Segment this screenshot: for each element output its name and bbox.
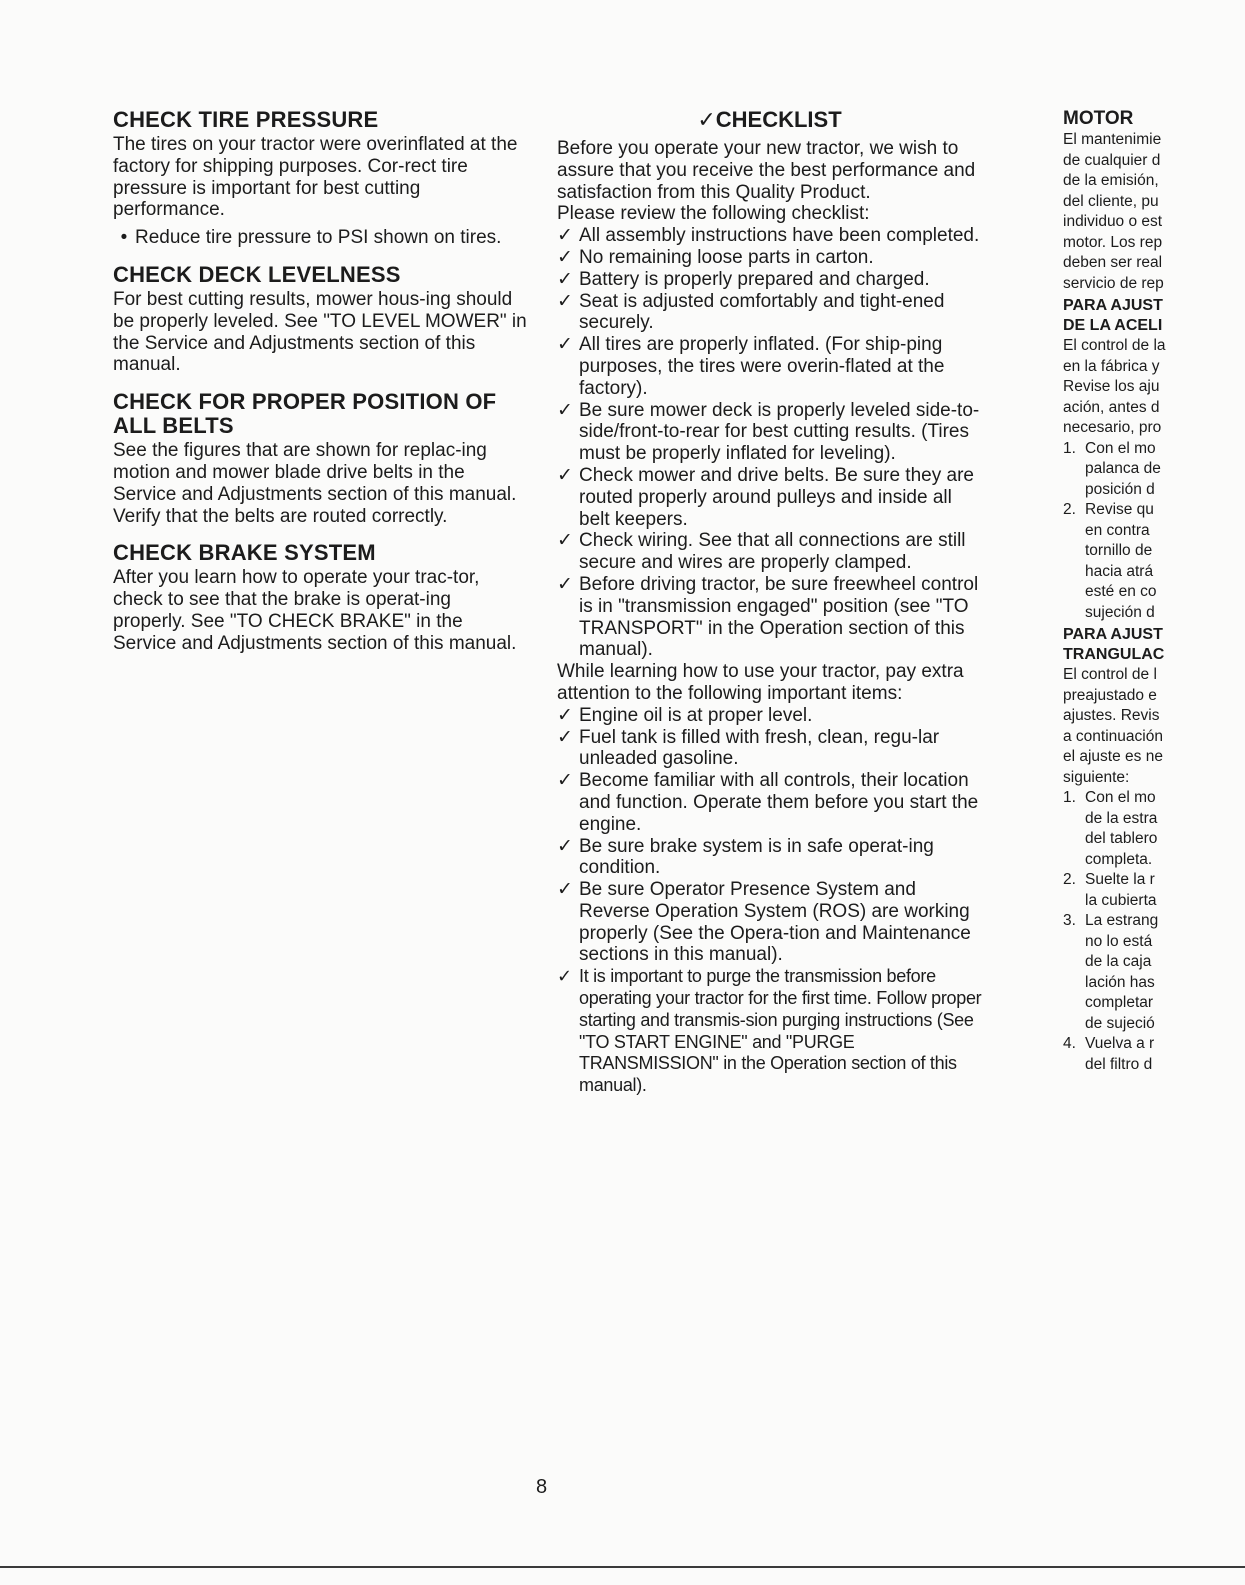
text-checklist-review: Please review the following checklist: bbox=[557, 203, 870, 225]
text-line: del filtro d bbox=[1085, 1055, 1153, 1073]
numbered-item-cont bbox=[1063, 562, 1245, 583]
check-icon: ✓ bbox=[557, 879, 573, 901]
text-line: de la estra bbox=[1085, 809, 1158, 827]
text-line: ación, antes d bbox=[1063, 398, 1160, 416]
numbered-item-cont bbox=[1063, 1055, 1245, 1076]
text-line: en la fábrica y bbox=[1063, 357, 1160, 375]
check-icon: ✓ bbox=[557, 770, 573, 792]
heading-belts: CHECK FOR PROPER POSITION OF ALL BELTS bbox=[113, 389, 497, 439]
text-checklist-intro: Before you operate your new tractor, we wish to assure that you receive the best performance and satisfaction from this Quality Product. bbox=[557, 138, 976, 203]
subheading-line: PARA AJUST bbox=[1063, 626, 1163, 643]
text-line: lación has bbox=[1085, 973, 1155, 991]
important-item bbox=[557, 727, 982, 771]
subheading-line: PARA AJUST bbox=[1063, 297, 1163, 314]
numbered-item-cont bbox=[1063, 521, 1245, 542]
checklist-item-text: Check mower and drive belts. Be sure they are routed properly around pulleys and inside all belt keepers. bbox=[579, 464, 974, 530]
text-line: de la caja bbox=[1085, 953, 1152, 970]
text-line: de la emisión, bbox=[1063, 172, 1159, 189]
text-line: hacia atrá bbox=[1085, 562, 1154, 580]
text-deck-levelness: For best cutting results, mower hous-ing should be properly leveled. See "TO LEVEL MOWER" in the Service and Adjustments section of this manual. bbox=[113, 288, 527, 376]
section-brake bbox=[113, 541, 528, 654]
text-line: deben ser real bbox=[1063, 254, 1163, 271]
numbered-item bbox=[1063, 500, 1245, 521]
text-line: no lo está bbox=[1085, 932, 1153, 950]
important-item-text: Be sure Operator Presence System and Reverse Operation System (ROS) are working properly (See the Opera-tion and Maintenance sections in this manual). bbox=[579, 879, 971, 966]
text-line: motor. Los rep bbox=[1063, 233, 1163, 251]
numbered-item bbox=[1063, 911, 1245, 932]
bullet-icon: • bbox=[120, 227, 128, 249]
numbered-item-cont bbox=[1063, 582, 1245, 603]
text-line: El mantenimie bbox=[1063, 131, 1162, 148]
text-line: completar bbox=[1085, 994, 1154, 1011]
text-line: de cualquier d bbox=[1063, 151, 1161, 169]
check-icon: ✓ bbox=[557, 726, 573, 748]
text-line: preajustado e bbox=[1063, 686, 1157, 704]
check-icon: ✓ bbox=[557, 966, 572, 987]
check-icon: ✓ bbox=[557, 334, 573, 356]
numbered-item-cont bbox=[1063, 829, 1245, 850]
text-line: esté en co bbox=[1085, 583, 1157, 600]
numbered-item-cont bbox=[1063, 459, 1245, 480]
bottom-divider bbox=[0, 1566, 1245, 1568]
text-belts: See the figures that are shown for replac-ing motion and mower blade drive belts in the Service and Adjustments section of this manual. Verify that the belts are routed correctly. bbox=[113, 440, 517, 527]
item-number: 2. bbox=[1063, 871, 1076, 888]
bullet-reduce-pressure bbox=[113, 227, 528, 249]
check-icon: ✓ bbox=[557, 573, 573, 595]
checklist-item-text: Battery is properly prepared and charged. bbox=[579, 268, 930, 290]
text-line: individuo o est bbox=[1063, 213, 1163, 230]
text-line: sujeción d bbox=[1085, 603, 1155, 621]
heading-deck-levelness: CHECK DECK LEVELNESS bbox=[113, 261, 401, 287]
heading-checklist: ✓CHECKLIST bbox=[697, 107, 842, 132]
important-item-text: It is important to purge the transmission before operating your tractor for the first time. Follow proper starting and transmis-sion purging instructions (See "TO START ENGINE" and "PURGE TRANSMISSION" in the Operation section of this manual). bbox=[579, 966, 982, 1096]
section-belts bbox=[113, 390, 528, 527]
numbered-item-cont bbox=[1063, 891, 1245, 912]
important-item bbox=[557, 966, 982, 1097]
numbered-item bbox=[1063, 439, 1245, 460]
important-item bbox=[557, 705, 982, 727]
check-icon: ✓ bbox=[557, 246, 573, 268]
checklist-item bbox=[557, 247, 982, 269]
column-checklist bbox=[557, 108, 982, 1097]
checklist-item bbox=[557, 225, 982, 247]
numbered-item-cont bbox=[1063, 809, 1245, 830]
important-item bbox=[557, 770, 982, 835]
item-number: 3. bbox=[1063, 912, 1076, 929]
text-line: La estrang bbox=[1085, 912, 1159, 929]
text-line: Suelte la r bbox=[1085, 871, 1155, 888]
important-item bbox=[557, 879, 982, 966]
numbered-item-cont bbox=[1063, 850, 1245, 871]
text-line: del cliente, pu bbox=[1063, 192, 1159, 210]
check-icon: ✓ bbox=[557, 268, 573, 290]
checklist-item bbox=[557, 574, 982, 661]
numbered-item bbox=[1063, 1034, 1245, 1055]
important-item-text: Fuel tank is filled with fresh, clean, regu-lar unleaded gasoline. bbox=[579, 726, 940, 770]
numbered-item-cont bbox=[1063, 480, 1245, 501]
text-line: El control de la bbox=[1063, 337, 1166, 354]
column-left bbox=[113, 108, 528, 669]
important-item bbox=[557, 836, 982, 880]
important-item-text: Engine oil is at proper level. bbox=[579, 704, 813, 726]
text-line: del tablero bbox=[1085, 830, 1158, 847]
text-line: siguiente: bbox=[1063, 768, 1130, 786]
checklist-items bbox=[557, 225, 982, 661]
check-icon: ✓ bbox=[557, 835, 573, 857]
checklist-item-text: All tires are properly inflated. (For ship-ping purposes, the tires were overin-flated at the factory). bbox=[579, 334, 945, 399]
check-icon: ✓ bbox=[557, 464, 573, 486]
checklist-item bbox=[557, 530, 982, 574]
checklist-item-text: All assembly instructions have been completed. bbox=[579, 225, 980, 247]
page-number: 8 bbox=[536, 1476, 548, 1498]
check-icon: ✓ bbox=[557, 399, 573, 421]
checklist-item bbox=[557, 291, 982, 335]
numbered-item-cont bbox=[1063, 541, 1245, 562]
check-icon: ✓ bbox=[557, 225, 573, 247]
numbered-item-cont bbox=[1063, 952, 1245, 973]
text-line: servicio de rep bbox=[1063, 274, 1164, 292]
heading-brake: CHECK BRAKE SYSTEM bbox=[113, 540, 376, 566]
text-line: necesario, pro bbox=[1063, 419, 1162, 436]
numbered-item-cont bbox=[1063, 1014, 1245, 1035]
checklist-item bbox=[557, 269, 982, 291]
text-line: la cubierta bbox=[1085, 891, 1157, 909]
item-number: 2. bbox=[1063, 501, 1076, 518]
numbered-item-cont bbox=[1063, 603, 1245, 624]
text-line: a continuación bbox=[1063, 727, 1163, 745]
important-items bbox=[557, 705, 982, 1097]
important-item-text: Become familiar with all controls, their location and function. Operate them before you start the engine. bbox=[579, 770, 979, 835]
numbered-item-cont bbox=[1063, 932, 1245, 953]
text-line: palanca de bbox=[1085, 460, 1161, 477]
column-spanish-cropped bbox=[1063, 108, 1245, 1075]
numbered-item bbox=[1063, 870, 1245, 891]
item-number: 1. bbox=[1063, 439, 1076, 457]
text-line: ajustes. Revis bbox=[1063, 707, 1160, 724]
checklist-item-text: Seat is adjusted comfortably and tight-ened securely. bbox=[579, 290, 945, 334]
checklist-item-text: Before driving tractor, be sure freewheel control is in "transmission engaged" position (see "TO TRANSPORT" in the Operation section of this manual). bbox=[579, 573, 979, 661]
subheading-line: DE LA ACELI bbox=[1063, 317, 1163, 334]
numbered-item-cont bbox=[1063, 993, 1245, 1014]
text-line: Con el mo bbox=[1085, 439, 1156, 457]
text-line: tornillo de bbox=[1085, 542, 1153, 559]
text-while-learning: While learning how to use your tractor, pay extra attention to the following important items: bbox=[557, 661, 964, 704]
section-deck-levelness bbox=[113, 263, 528, 376]
text-line: Revise qu bbox=[1085, 501, 1154, 518]
item-number: 1. bbox=[1063, 789, 1076, 806]
text-line: completa. bbox=[1085, 850, 1153, 868]
checklist-item bbox=[557, 400, 982, 465]
heading-tire-pressure: CHECK TIRE PRESSURE bbox=[113, 107, 379, 132]
checklist-item bbox=[557, 334, 982, 399]
text-brake: After you learn how to operate your trac-tor, check to see that the brake is operat-ing properly. See "TO CHECK BRAKE" in the Service and Adjustments section of this manual. bbox=[113, 567, 517, 654]
checklist-item-text: Check wiring. See that all connections are still secure and wires are properly clamped. bbox=[579, 530, 966, 574]
text-tire-pressure: The tires on your tractor were overinflated at the factory for shipping purposes. Cor-rect tire pressure is important for best cutting performance. bbox=[113, 134, 518, 221]
check-icon: ✓ bbox=[557, 290, 573, 312]
check-icon: ✓ bbox=[557, 530, 573, 552]
text-line: el ajuste es ne bbox=[1063, 748, 1163, 765]
text-line: de sujeció bbox=[1085, 1014, 1155, 1032]
numbered-item-cont bbox=[1063, 973, 1245, 994]
section-tire-pressure bbox=[113, 108, 528, 249]
text-line: Vuelva a r bbox=[1085, 1035, 1155, 1052]
check-icon: ✓ bbox=[557, 704, 573, 726]
text-line: en contra bbox=[1085, 521, 1150, 539]
important-item-text: Be sure brake system is in safe operat-ing condition. bbox=[579, 835, 934, 879]
checklist-item bbox=[557, 465, 982, 530]
heading-motor: MOTOR bbox=[1063, 108, 1134, 129]
text-line: El control de l bbox=[1063, 666, 1157, 683]
numbered-item bbox=[1063, 788, 1245, 809]
checklist-item-text: Be sure mower deck is properly leveled side-to-side/front-to-rear for best cutting results. (Tires must be properly inflated for leveling). bbox=[579, 399, 980, 465]
bullet-text: Reduce tire pressure to PSI shown on tires. bbox=[135, 227, 502, 249]
text-line: Con el mo bbox=[1085, 789, 1156, 806]
checklist-item-text: No remaining loose parts in carton. bbox=[579, 246, 874, 268]
subheading-line: TRANGULAC bbox=[1063, 646, 1165, 663]
item-number: 4. bbox=[1063, 1035, 1076, 1052]
text-line: posición d bbox=[1085, 480, 1155, 498]
text-line: Revise los aju bbox=[1063, 378, 1160, 395]
